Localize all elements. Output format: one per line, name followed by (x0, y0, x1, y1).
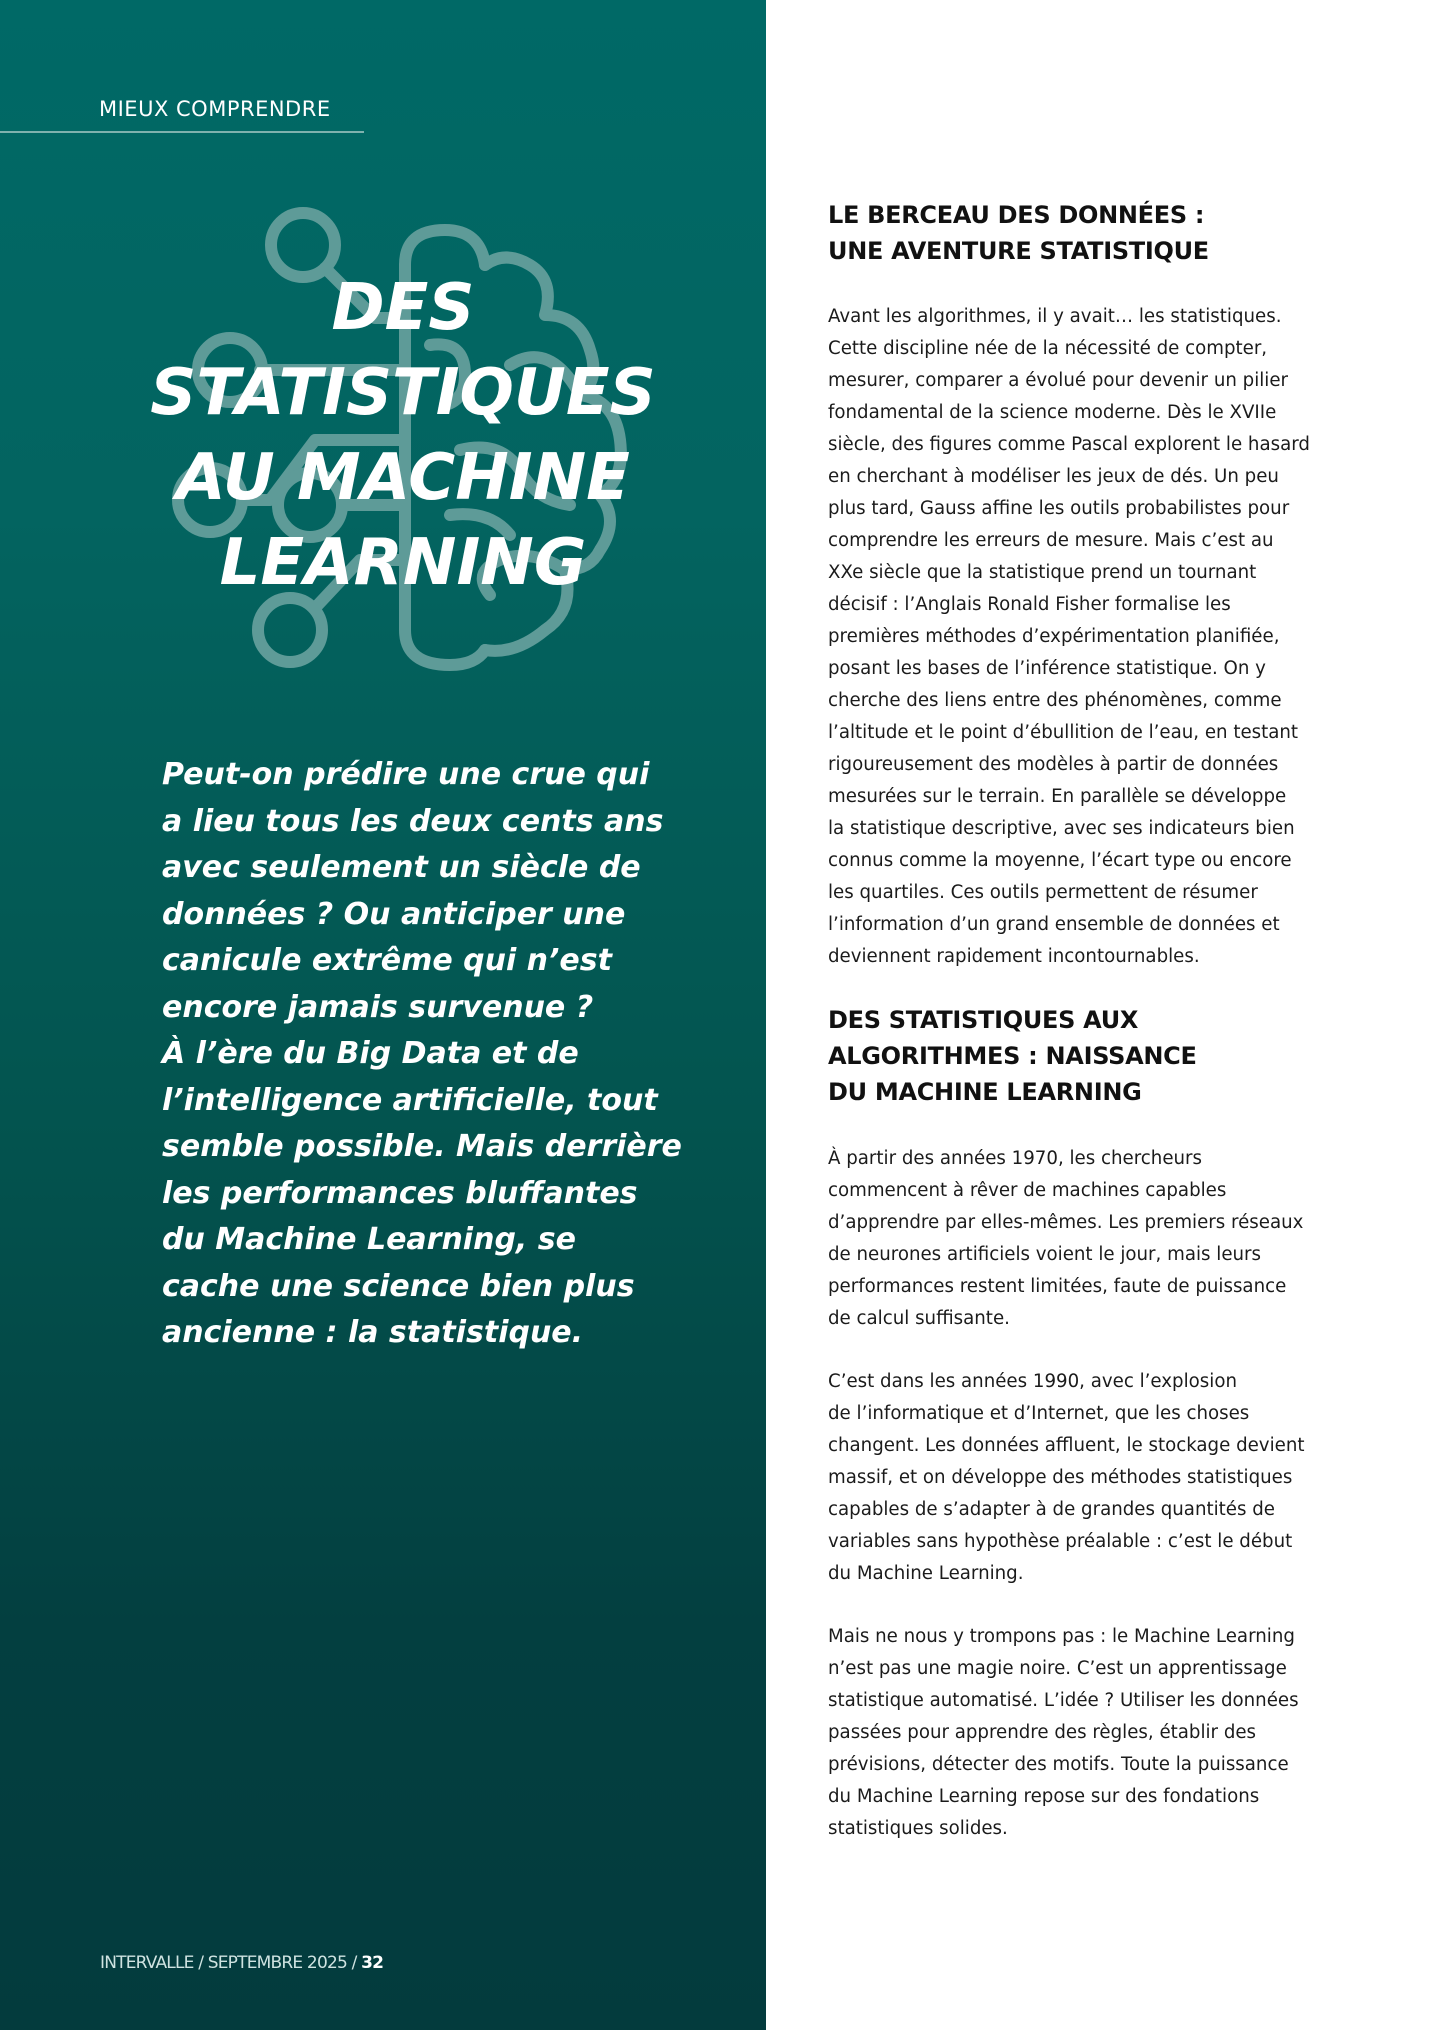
page-footer (100, 1953, 383, 1973)
title-line: STATISTIQUES (150, 356, 656, 430)
page-number: 32 (361, 1953, 384, 1973)
text-line: du Machine Learning repose sur des fondations (828, 1786, 1260, 1807)
title-line: LEARNING (219, 526, 587, 600)
text-line: l’information d’un grand ensemble de données et (828, 914, 1280, 935)
text-line: posant les bases de l’inférence statistique. On y (828, 658, 1266, 679)
text-line: Cette discipline née de la nécessité de compter, (828, 338, 1268, 359)
text-line: les quartiles. Ces outils permettent de résumer (828, 882, 1258, 903)
intro-line: données ? Ou anticiper une (162, 896, 626, 932)
text-line: mesurer, comparer a évolué pour devenir un pilier (828, 370, 1289, 391)
intro-line: les performances bluffantes (162, 1175, 638, 1211)
paragraph (828, 1621, 1348, 1845)
text-line: XXe siècle que la statistique prend un tournant (828, 562, 1257, 583)
section-heading (828, 197, 1348, 269)
text-line: décisif : l’Anglais Ronald Fisher formalise les (828, 594, 1231, 615)
section-kicker: MIEUX COMPRENDRE (99, 97, 331, 121)
section-naissance-ml-p1 (828, 1143, 1348, 1335)
intro-line: avec seulement un siècle de (162, 850, 641, 885)
text-line: rigoureusement des modèles à partir de données (828, 754, 1279, 775)
section-berceau-body (828, 301, 1348, 973)
text-line: de neurones artificiels voient le jour, mais leurs (828, 1244, 1261, 1265)
text-line: plus tard, Gauss affine les outils probabilistes pour (828, 498, 1290, 519)
article-title (120, 266, 686, 606)
text-line: prévisions, détecter des motifs. Toute la puissance (828, 1754, 1289, 1775)
paragraph (828, 1143, 1348, 1335)
text-line: C’est dans les années 1990, avec l’explosion (828, 1371, 1237, 1392)
heading-line: DES STATISTIQUES AUX (828, 1006, 1139, 1034)
text-line: commencent à rêver de machines capables (828, 1180, 1227, 1201)
section-naissance-ml-p3 (828, 1621, 1348, 1845)
text-line: de calcul suffisante. (828, 1308, 1010, 1329)
section-naissance-ml (828, 1002, 1348, 1110)
text-line: changent. Les données affluent, le stockage devient (828, 1435, 1305, 1456)
section-naissance-ml-p2 (828, 1366, 1348, 1590)
kicker-rule-divider (0, 131, 364, 133)
title-line: AU MACHINE (176, 441, 630, 515)
text-line: passées pour apprendre des règles, établir des (828, 1722, 1257, 1743)
text-line: Mais ne nous y trompons pas : le Machine Learning (828, 1626, 1295, 1647)
text-line: Avant les algorithmes, il y avait… les statistiques. (828, 306, 1282, 327)
text-line: massif, et on développe des méthodes statistiques (828, 1467, 1293, 1488)
heading-line: DU MACHINE LEARNING (828, 1078, 1142, 1106)
paragraph (828, 301, 1348, 973)
text-line: À partir des années 1970, les chercheurs (828, 1148, 1202, 1169)
text-line: performances restent limitées, faute de puissance (828, 1276, 1287, 1297)
intro-line: l’intelligence artificielle, tout (162, 1082, 658, 1118)
intro-line: du Machine Learning, se (162, 1222, 576, 1257)
title-line: DES (331, 271, 475, 345)
heading-line: LE BERCEAU DES DONNÉES : (828, 201, 1205, 229)
intro-line: Peut-on prédire une crue qui (162, 757, 650, 792)
text-line: en cherchant à modéliser les jeux de dés. Un peu (828, 466, 1279, 487)
text-line: mesurées sur le terrain. En parallèle se développe (828, 786, 1287, 807)
text-line: siècle, des figures comme Pascal explorent le hasard (828, 434, 1310, 455)
intro-lede (162, 752, 682, 1357)
text-line: premières méthodes d’expérimentation planifiée, (828, 626, 1280, 647)
text-line: capables de s’adapter à de grandes quantités de (828, 1499, 1275, 1520)
paragraph (828, 1366, 1348, 1590)
heading-line: ALGORITHMES : NAISSANCE (828, 1042, 1197, 1070)
text-line: variables sans hypothèse préalable : c’est le début (828, 1531, 1293, 1552)
text-line: connus comme la moyenne, l’écart type ou encore (828, 850, 1292, 871)
text-line: la statistique descriptive, avec ses indicateurs bien (828, 818, 1295, 839)
section-heading (828, 1002, 1348, 1110)
text-line: deviennent rapidement incontournables. (828, 946, 1200, 967)
text-line: comprendre les erreurs de mesure. Mais c’est au (828, 530, 1274, 551)
text-line: statistique automatisé. L’idée ? Utiliser les données (828, 1690, 1299, 1711)
intro-line: canicule extrême qui n’est (162, 943, 612, 978)
text-line: statistiques solides. (828, 1818, 1008, 1839)
intro-line: encore jamais survenue ? (162, 989, 594, 1025)
text-line: d’apprendre par elles-mêmes. Les premiers réseaux (828, 1212, 1304, 1233)
section-berceau (828, 197, 1348, 269)
text-line: fondamental de la science moderne. Dès le XVIIe (828, 402, 1277, 423)
intro-line: ancienne : la statistique. (162, 1315, 584, 1350)
text-line: l’altitude et le point d’ébullition de l’eau, en testant (828, 722, 1299, 743)
text-line: du Machine Learning. (828, 1563, 1024, 1584)
intro-line: semble possible. Mais derrière (162, 1129, 682, 1164)
text-line: cherche des liens entre des phénomènes, comme (828, 690, 1282, 711)
text-line: n’est pas une magie noire. C’est un apprentissage (828, 1658, 1287, 1679)
publication-info: INTERVALLE / SEPTEMBRE 2025 / (100, 1953, 362, 1973)
text-line: de l’informatique et d’Internet, que les choses (828, 1403, 1250, 1424)
intro-line: cache une science bien plus (162, 1268, 635, 1304)
heading-line: UNE AVENTURE STATISTIQUE (828, 237, 1209, 265)
intro-line: a lieu tous les deux cents ans (162, 803, 664, 839)
intro-line: À l’ère du Big Data et de (162, 1036, 579, 1071)
